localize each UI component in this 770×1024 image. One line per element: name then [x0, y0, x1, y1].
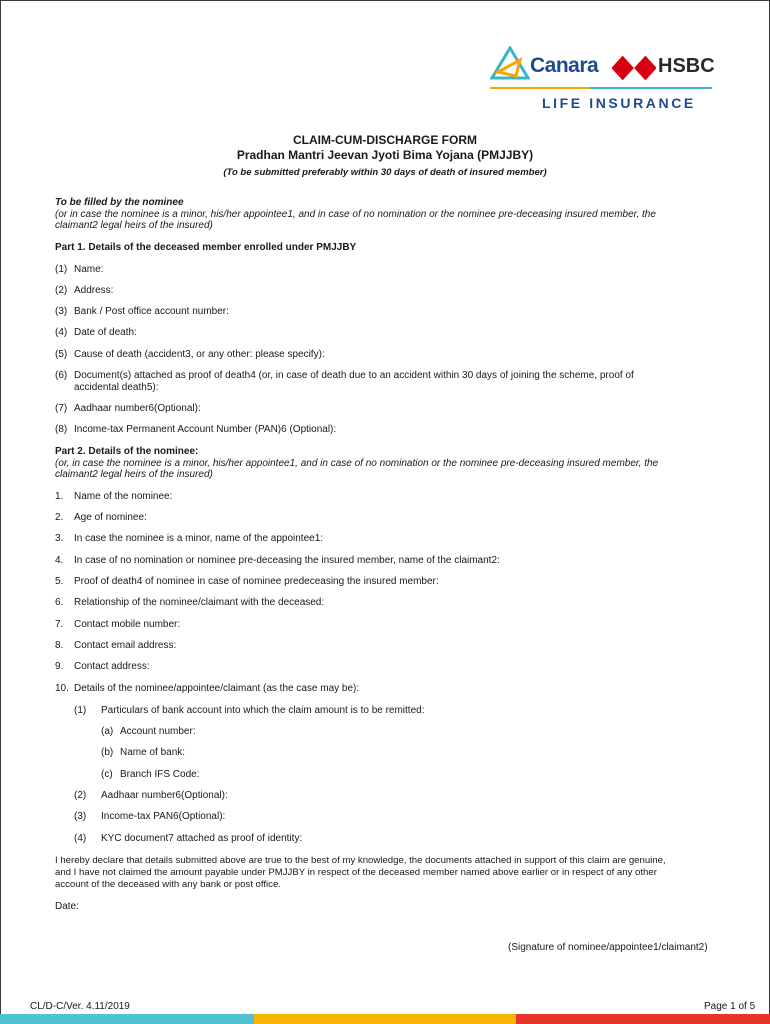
brand-canara: Canara — [530, 54, 599, 77]
signature-caption: (Signature of nominee/appointee1/claimant2) — [508, 942, 708, 953]
intro-line-1: (or in case the nominee is a minor, his/her appointee1, and in case of no nomination or the nominee pre-deceasing insured member, the — [55, 209, 656, 220]
part2-item: 8. Contact email address: — [55, 640, 177, 651]
submission-note: (To be submitted preferably within 30 days of death of insured member) — [223, 167, 547, 178]
declaration-line-1: I hereby declare that details submitted above are true to the best of my knowledge, the documents attached in support of this claim are genuine, — [55, 855, 666, 866]
bottom-color-bar — [0, 1014, 770, 1024]
scheme-title: Pradhan Mantri Jeevan Jyoti Bima Yojana (PMJJBY) — [236, 148, 534, 162]
part1-item-continuation: accidental death5): — [74, 382, 159, 393]
part2-heading: Part 2. Details of the nominee: — [55, 446, 199, 457]
part2-item: 6. Relationship of the nominee/claimant with the deceased: — [55, 597, 325, 608]
hsbc-hexagon-icon — [612, 56, 656, 80]
part2-item: 7. Contact mobile number: — [55, 619, 181, 630]
nominee-detail-item: (1) Particulars of bank account into which the claim amount is to be remitted: — [74, 705, 425, 716]
intro-line-2: claimant2 legal heirs of the insured) — [55, 220, 213, 231]
part1-item: (4) Date of death: — [55, 327, 137, 338]
part2-item: 5. Proof of death4 of nominee in case of nominee predeceasing the insured member: — [55, 576, 439, 587]
logo-rule — [490, 87, 712, 89]
part2-item: 9. Contact address: — [55, 661, 150, 672]
brand-hsbc: HSBC — [658, 55, 715, 77]
part2-item: 4. In case of no nomination or nominee pre-deceasing the insured member, name of the claimant2: — [55, 555, 500, 566]
form-title: CLAIM-CUM-DISCHARGE FORM — [293, 133, 477, 147]
bank-detail-item: (b) Name of bank: — [101, 747, 186, 758]
bank-detail-item: (c) Branch IFS Code: — [101, 769, 200, 780]
part2-item: 2. Age of nominee: — [55, 512, 147, 523]
part1-item: (3) Bank / Post office account number: — [55, 306, 229, 317]
declaration-line-2: and I have not claimed the amount payable under PMJJBY in respect of the deceased member named above earlier or in respect of any other — [55, 867, 657, 878]
declaration-line-3: account of the deceased with any bank or post office. — [55, 879, 281, 890]
nominee-detail-item: (2) Aadhaar number6(Optional): — [74, 790, 228, 801]
bank-detail-item: (a) Account number: — [101, 726, 196, 737]
brand-tagline: LIFE INSURANCE — [542, 95, 696, 111]
part2-sub-line-1: (or, in case the nominee is a minor, his/her appointee1, and in case of no nomination or the nominee pre-deceasing insured member, the — [55, 458, 659, 469]
nominee-detail-item: (3) Income-tax PAN6(Optional): — [74, 811, 226, 822]
nominee-detail-item: (4) KYC document7 attached as proof of identity: — [74, 833, 303, 844]
part1-item: (2) Address: — [55, 285, 114, 296]
part1-item: (8) Income-tax Permanent Account Number (PAN)6 (Optional): — [55, 424, 337, 435]
part1-heading: Part 1. Details of the deceased member enrolled under PMJJBY — [55, 242, 357, 253]
page-number: Page 1 of 5 — [704, 1001, 756, 1012]
part2-item: 3. In case the nominee is a minor, name of the appointee1: — [55, 533, 324, 544]
canara-hsbc-logo — [488, 44, 718, 116]
part2-sub-line-2: claimant2 legal heirs of the insured) — [55, 469, 213, 480]
form-version: CL/D-C/Ver. 4.11/2019 — [30, 1001, 130, 1012]
part1-item: (7) Aadhaar number6(Optional): — [55, 403, 201, 414]
part1-item: (5) Cause of death (accident3, or any other: please specify): — [55, 349, 325, 360]
date-label: Date: — [55, 901, 79, 912]
canara-swirl-icon — [490, 46, 530, 80]
part1-item: (6) Document(s) attached as proof of death4 (or, in case of death due to an accident within 30 days of joining the scheme, proof of — [55, 370, 634, 381]
part2-item: 1. Name of the nominee: — [55, 491, 173, 502]
intro-heading: To be filled by the nominee — [55, 197, 184, 208]
part1-item: (1) Name: — [55, 264, 104, 275]
part2-item: 10. Details of the nominee/appointee/claimant (as the case may be): — [55, 683, 360, 694]
